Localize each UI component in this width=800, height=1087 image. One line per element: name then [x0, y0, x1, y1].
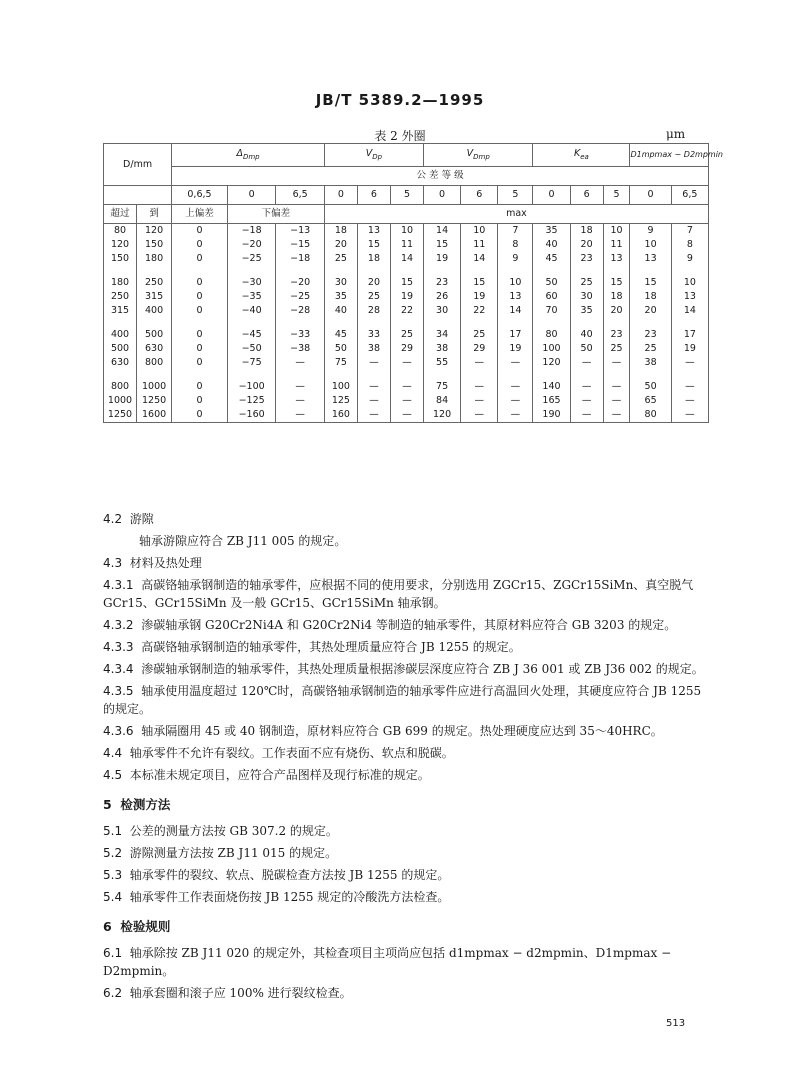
table-cell: 120	[104, 238, 137, 252]
table-cell: 190	[533, 408, 570, 423]
table-cell: −15	[276, 238, 325, 252]
table-cell: 400	[137, 304, 172, 318]
section-5-title: 检测方法	[120, 797, 171, 812]
table-cell: 13	[630, 252, 671, 266]
table-cell: 20	[357, 276, 390, 290]
table-cell: 0	[172, 356, 228, 370]
table-cell: 10	[603, 224, 630, 239]
table-cell: 25	[603, 342, 630, 356]
table-cell: 45	[324, 328, 357, 342]
table-unit: μm	[666, 127, 686, 141]
table-cell: 250	[137, 276, 172, 290]
paragraph	[103, 682, 713, 718]
table-cell: 1600	[137, 408, 172, 423]
table-cell: 18	[357, 252, 390, 266]
table-cell: —	[461, 380, 498, 394]
table-cell: 38	[630, 356, 671, 370]
paragraph-number: 4.4	[103, 746, 123, 760]
table-cell: 100	[324, 380, 357, 394]
table-cell: —	[498, 356, 533, 370]
table-cell: —	[498, 394, 533, 408]
table-cell: 11	[603, 238, 630, 252]
paragraph-text: 轴承零件不允许有裂纹。工作表面不应有烧伤、软点和脱碳。	[129, 746, 454, 760]
table-cell: 15	[424, 238, 461, 252]
table-cell: —	[461, 394, 498, 408]
table-cell: 1000	[104, 394, 137, 408]
table-cell: —	[498, 408, 533, 423]
paragraph-number: 5.4	[103, 890, 123, 904]
paragraph-number: 4.3.5	[103, 684, 134, 698]
table-row	[104, 238, 709, 252]
table-cell: 15	[390, 276, 423, 290]
table-cell: 630	[104, 356, 137, 370]
paragraph-text: 渗碳轴承钢 G20Cr2Ni4A 和 G20Cr2Ni4 等制造的轴承零件，其原材料应符合 GB 3203 的规定。	[141, 618, 677, 632]
table-cell: 25	[324, 252, 357, 266]
table-cell: 80	[104, 224, 137, 239]
table-cell: 29	[461, 342, 498, 356]
table-cell: 45	[533, 252, 570, 266]
table-cell: 22	[461, 304, 498, 318]
table-row	[104, 394, 709, 408]
table-cell: 15	[357, 238, 390, 252]
table-cell: 180	[104, 276, 137, 290]
paragraph-text: 轴承零件工作表面烧伤按 JB 1255 规定的冷酸洗方法检查。	[129, 890, 450, 904]
grade-cell: 6	[570, 186, 603, 205]
table-cell: 150	[104, 252, 137, 266]
table-cell: —	[357, 356, 390, 370]
table-cell: 13	[357, 224, 390, 239]
table-cell: 23	[603, 328, 630, 342]
table-cell: 30	[424, 304, 461, 318]
to-label: 到	[137, 205, 172, 224]
table-cell: 38	[357, 342, 390, 356]
table-cell: 80	[533, 328, 570, 342]
table-cell: 25	[461, 328, 498, 342]
table-cell: 120	[137, 224, 172, 239]
table-cell: 315	[137, 290, 172, 304]
table-cell: 8	[671, 238, 708, 252]
grade-cell: 5	[603, 186, 630, 205]
grade-cell: 0,6,5	[172, 186, 228, 205]
spacer-row	[104, 266, 709, 276]
grade-cell: 0	[533, 186, 570, 205]
table-cell: 10	[671, 276, 708, 290]
table-cell: 140	[533, 380, 570, 394]
table-cell: —	[276, 356, 325, 370]
table-row	[104, 408, 709, 423]
table-cell: −20	[227, 238, 276, 252]
table-cell: 0	[172, 238, 228, 252]
table-cell: 70	[533, 304, 570, 318]
table-cell: 65	[630, 394, 671, 408]
table-row	[104, 356, 709, 370]
table-cell: 33	[357, 328, 390, 342]
table-cell: 55	[424, 356, 461, 370]
grade-cell: 6,5	[671, 186, 708, 205]
paragraph-text: 材料及热处理	[129, 556, 202, 570]
paragraph-text: 本标准未规定项目，应符合产品图样及现行标准的规定。	[129, 768, 430, 782]
table-cell: 35	[533, 224, 570, 239]
table-cell: 315	[104, 304, 137, 318]
table-cell: 18	[570, 224, 603, 239]
table-cell: —	[603, 408, 630, 423]
table-row	[104, 328, 709, 342]
paragraph	[103, 722, 713, 740]
paragraph	[103, 866, 713, 884]
table-cell: −30	[227, 276, 276, 290]
col-group-kea: $K_{ea}$	[533, 144, 630, 167]
table-cell: 500	[137, 328, 172, 342]
grade-cell: 6	[461, 186, 498, 205]
body-text	[103, 510, 713, 1006]
table-cell: 120	[424, 408, 461, 423]
table-cell: 10	[390, 224, 423, 239]
table-cell: 7	[671, 224, 708, 239]
table-cell: 40	[533, 238, 570, 252]
table-cell: −45	[227, 328, 276, 342]
table-cell: 125	[324, 394, 357, 408]
table-cell: −100	[227, 380, 276, 394]
table-cell: 1000	[137, 380, 172, 394]
table-cell: 60	[533, 290, 570, 304]
table-cell: 20	[570, 238, 603, 252]
paragraph	[103, 532, 713, 550]
table-cell: 84	[424, 394, 461, 408]
table-cell: —	[390, 394, 423, 408]
paragraph-text: 游隙测量方法按 ZB J11 015 的规定。	[129, 846, 338, 860]
table-cell: 50	[630, 380, 671, 394]
table-cell: 0	[172, 276, 228, 290]
paragraph-number: 4.2	[103, 512, 123, 526]
section-5-number: 5	[103, 797, 112, 812]
table-cell: 34	[424, 328, 461, 342]
table-cell: 18	[324, 224, 357, 239]
table-row	[104, 290, 709, 304]
table-row	[104, 252, 709, 266]
table-cell: 630	[137, 342, 172, 356]
table-cell: 9	[498, 252, 533, 266]
table-cell: 14	[461, 252, 498, 266]
table-cell: 20	[630, 304, 671, 318]
paragraph-text: 轴承零件的裂纹、软点、脱碳检查方法按 JB 1255 的规定。	[129, 868, 450, 882]
table-cell: 19	[424, 252, 461, 266]
paragraph-text: 高碳铬轴承钢制造的轴承零件，应根据不同的使用要求，分别选用 ZGCr15、ZGCr15SiMn、真空脱气 GCr15、GCr15SiMn 及一般 GCr15、GCr15SiMn 轴承钢。	[103, 578, 694, 610]
table-cell: 17	[498, 328, 533, 342]
table-cell: −50	[227, 342, 276, 356]
paragraph-number: 5.2	[103, 846, 123, 860]
paragraph-number: 4.3.3	[103, 640, 134, 654]
table-cell: 250	[104, 290, 137, 304]
table-cell: 0	[172, 328, 228, 342]
paragraph-text: 轴承隔圈用 45 或 40 钢制造，原材料应符合 GB 699 的规定。热处理硬度应达到 35～40HRC。	[141, 724, 663, 738]
table-cell: 0	[172, 342, 228, 356]
paragraph	[103, 638, 713, 656]
paragraph	[103, 888, 713, 906]
grade-cell: 0	[227, 186, 276, 205]
table-cell: 20	[324, 238, 357, 252]
grade-cell: 5	[390, 186, 423, 205]
table-cell: −33	[276, 328, 325, 342]
table-cell: 13	[671, 290, 708, 304]
col-group-dmp-diff: D1mpmax − D2mpmin	[630, 144, 709, 167]
grade-cell: 0	[424, 186, 461, 205]
paragraph	[103, 554, 713, 572]
table-cell: 35	[324, 290, 357, 304]
table-cell: 9	[630, 224, 671, 239]
paragraph-text: 渗碳轴承钢制造的轴承零件，其热处理质量根据渗碳层深度应符合 ZB J 36 001 或 ZB J36 002 的规定。	[141, 662, 704, 676]
table-cell: —	[357, 394, 390, 408]
table-cell: —	[570, 394, 603, 408]
table-cell: 22	[390, 304, 423, 318]
table-cell: 23	[630, 328, 671, 342]
table-cell: —	[603, 380, 630, 394]
over-label: 超过	[104, 205, 137, 224]
paragraph	[103, 844, 713, 862]
table-cell: 18	[603, 290, 630, 304]
paragraph	[103, 766, 713, 784]
table-row	[104, 380, 709, 394]
paragraph-text: 公差的测量方法按 GB 307.2 的规定。	[129, 824, 338, 838]
paragraph-number: 4.3.1	[103, 578, 134, 592]
paragraph	[103, 510, 713, 528]
table-row	[104, 342, 709, 356]
table-cell: 23	[570, 252, 603, 266]
table-cell: 15	[630, 276, 671, 290]
table-cell: 13	[498, 290, 533, 304]
table-cell: —	[276, 408, 325, 423]
col-group-v-dp: $V_{Dp}$	[324, 144, 423, 167]
col-group-delta-dmp: $\Delta_{Dmp}$	[172, 144, 325, 167]
paragraph	[103, 822, 713, 840]
table-cell: —	[461, 356, 498, 370]
max-label: max	[324, 205, 708, 224]
table-cell: 11	[390, 238, 423, 252]
table-cell: −160	[227, 408, 276, 423]
table-cell: 0	[172, 304, 228, 318]
table-cell: 15	[603, 276, 630, 290]
table-cell: —	[276, 394, 325, 408]
paragraph	[103, 744, 713, 762]
table-cell: 15	[461, 276, 498, 290]
paragraph-text: 游隙	[129, 512, 154, 526]
table-cell: 14	[390, 252, 423, 266]
table-cell: —	[570, 380, 603, 394]
page-number: 513	[666, 1018, 686, 1029]
grade-row	[104, 186, 709, 205]
paragraph-number: 4.5	[103, 768, 123, 782]
table-cell: 10	[630, 238, 671, 252]
table-cell: 28	[357, 304, 390, 318]
table-cell: 7	[498, 224, 533, 239]
paragraph-number: 6.2	[103, 986, 123, 1000]
tolerance-grade-label: 公 差 等 级	[172, 167, 709, 186]
sublabel-row	[104, 205, 709, 224]
table-cell: 25	[630, 342, 671, 356]
table-caption: 表 2 外圈	[374, 129, 426, 143]
table-cell: 1250	[104, 408, 137, 423]
table-cell: −40	[227, 304, 276, 318]
table-cell: −75	[227, 356, 276, 370]
table-cell: 50	[324, 342, 357, 356]
grade-cell: 5	[498, 186, 533, 205]
paragraph-text: 轴承游隙应符合 ZB J11 005 的规定。	[139, 534, 347, 548]
table-cell: 80	[630, 408, 671, 423]
table-cell: 18	[630, 290, 671, 304]
table-cell: 10	[461, 224, 498, 239]
table-cell: 160	[324, 408, 357, 423]
paragraph-text: 高碳铬轴承钢制造的轴承零件，其热处理质量应符合 JB 1255 的规定。	[141, 640, 521, 654]
table-cell: −125	[227, 394, 276, 408]
table-cell: 35	[570, 304, 603, 318]
paragraph-number: 4.3	[103, 556, 123, 570]
table-cell: 0	[172, 252, 228, 266]
table-row	[104, 304, 709, 318]
paragraph	[103, 944, 713, 980]
paragraph-number: 6.1	[103, 946, 123, 960]
table-cell: 8	[498, 238, 533, 252]
table-cell: 19	[390, 290, 423, 304]
table-cell: —	[671, 356, 708, 370]
table-row	[104, 276, 709, 290]
paragraph-text: 轴承除按 ZB J11 020 的规定外，其检查项目主项尚应包括 d1mpmax − d2mpmin、D1mpmax − D2mpmin。	[103, 946, 672, 978]
paragraph	[103, 576, 713, 612]
table-cell: 29	[390, 342, 423, 356]
table-cell: 0	[172, 408, 228, 423]
table-cell: 14	[424, 224, 461, 239]
table-cell: —	[570, 356, 603, 370]
table-cell: 120	[533, 356, 570, 370]
table-cell: —	[390, 380, 423, 394]
table-cell: −25	[227, 252, 276, 266]
paragraph-number: 4.3.6	[103, 724, 134, 738]
table-cell: −25	[276, 290, 325, 304]
table-cell: 23	[424, 276, 461, 290]
table-cell: —	[357, 408, 390, 423]
row-header-d: D/mm	[104, 144, 172, 186]
table-cell: 25	[357, 290, 390, 304]
table-cell: −13	[276, 224, 325, 239]
table-cell: 0	[172, 290, 228, 304]
paragraph-text: 轴承套圈和滚子应 100% 进行裂纹检查。	[129, 986, 352, 1000]
table-cell: 40	[324, 304, 357, 318]
col-group-v-dmp: $V_{Dmp}$	[424, 144, 533, 167]
table-cell: 30	[324, 276, 357, 290]
table-cell: −35	[227, 290, 276, 304]
paragraph	[103, 660, 713, 678]
table-cell: 19	[671, 342, 708, 356]
spacer-row	[104, 318, 709, 328]
table-cell: 25	[390, 328, 423, 342]
table-cell: 0	[172, 224, 228, 239]
spacer-row	[104, 370, 709, 380]
table-cell: −38	[276, 342, 325, 356]
table-cell: 10	[498, 276, 533, 290]
table-cell: 38	[424, 342, 461, 356]
table-cell: 17	[671, 328, 708, 342]
paragraph-text: 轴承使用温度超过 120℃时，高碳铬轴承钢制造的轴承零件应进行高温回火处理，其硬度应符合 JB 1255 的规定。	[103, 684, 702, 716]
table-cell: 75	[424, 380, 461, 394]
section-6-title: 检验规则	[120, 919, 171, 934]
paragraph-number: 4.3.2	[103, 618, 134, 632]
table-cell: —	[390, 408, 423, 423]
table-cell: 30	[570, 290, 603, 304]
table-cell: 500	[104, 342, 137, 356]
table-cell: 13	[603, 252, 630, 266]
table-cell: 100	[533, 342, 570, 356]
table-cell: 19	[498, 342, 533, 356]
table-cell: 20	[603, 304, 630, 318]
table-cell: 75	[324, 356, 357, 370]
table-cell: −28	[276, 304, 325, 318]
table-cell: 40	[570, 328, 603, 342]
table-cell: —	[390, 356, 423, 370]
table-cell: —	[357, 380, 390, 394]
paragraph-number: 5.3	[103, 868, 123, 882]
paragraph	[103, 984, 713, 1002]
table-cell: 800	[137, 356, 172, 370]
table-cell: 25	[570, 276, 603, 290]
table-cell: —	[671, 394, 708, 408]
table-cell: —	[671, 380, 708, 394]
outer-ring-tolerance-table	[103, 143, 723, 423]
table-row	[104, 224, 709, 239]
table-cell: 14	[498, 304, 533, 318]
paragraph-number: 4.3.4	[103, 662, 134, 676]
table-cell: 9	[671, 252, 708, 266]
table-cell: 50	[533, 276, 570, 290]
table-cell: —	[570, 408, 603, 423]
table-cell: 50	[570, 342, 603, 356]
grade-cell: 0	[630, 186, 671, 205]
table-cell: 400	[104, 328, 137, 342]
table-cell: —	[276, 380, 325, 394]
table-cell: 11	[461, 238, 498, 252]
table-cell: 150	[137, 238, 172, 252]
table-cell: −18	[276, 252, 325, 266]
table-cell: —	[671, 408, 708, 423]
grade-cell: 6	[357, 186, 390, 205]
table-cell: −18	[227, 224, 276, 239]
table-cell: —	[603, 356, 630, 370]
grade-cell: 6,5	[276, 186, 325, 205]
grade-cell: 0	[324, 186, 357, 205]
table-cell: —	[603, 394, 630, 408]
table-cell: 180	[137, 252, 172, 266]
table-cell: 0	[172, 394, 228, 408]
lower-deviation-label: 下偏差	[227, 205, 324, 224]
table-cell: 0	[172, 380, 228, 394]
table-cell: 165	[533, 394, 570, 408]
table-cell: 14	[671, 304, 708, 318]
table-cell: −20	[276, 276, 325, 290]
table-cell: 19	[461, 290, 498, 304]
table-cell: 800	[104, 380, 137, 394]
section-6-number: 6	[103, 919, 112, 934]
table-cell: 1250	[137, 394, 172, 408]
upper-deviation-label: 上偏差	[172, 205, 228, 224]
document-header: JB/T 5389.2—1995	[315, 91, 485, 109]
table-cell: 26	[424, 290, 461, 304]
paragraph-number: 5.1	[103, 824, 123, 838]
table-cell: —	[498, 380, 533, 394]
table-cell: —	[461, 408, 498, 423]
paragraph	[103, 616, 713, 634]
